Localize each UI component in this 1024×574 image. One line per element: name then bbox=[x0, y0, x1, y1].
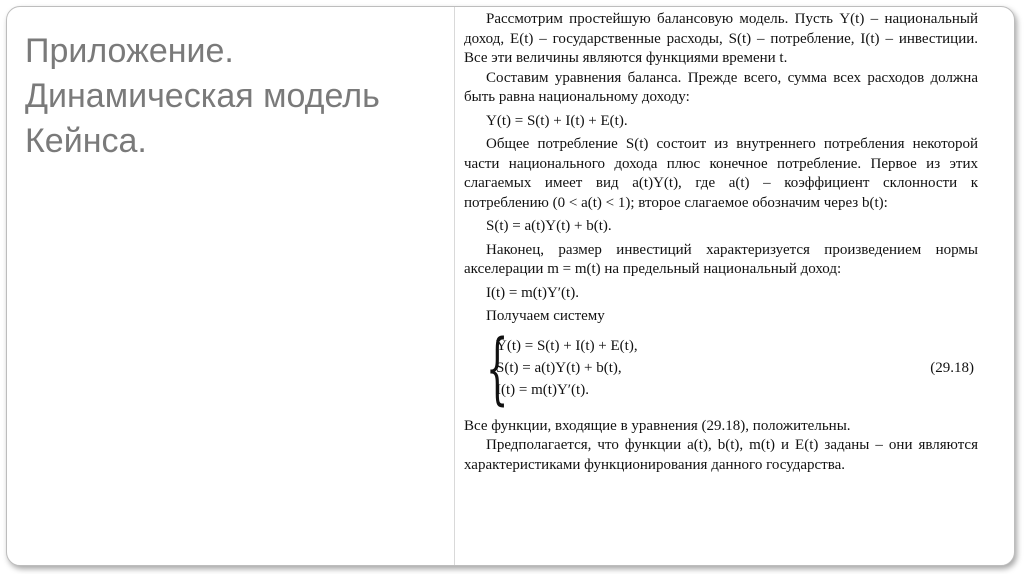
paragraph-intro: Рассмотрим простейшую балансовую модель. Пусть Y(t) – национальный доход, E(t) – государственные расходы, S(t) – потребление, I(t) – инвестиции. Все эти величины являются функциями времени t. bbox=[464, 11, 978, 66]
paragraph-positive: Все функции, входящие в уравнения (29.18), положительны. bbox=[464, 417, 851, 434]
paragraph-investment: Наконец, размер инвестиций характеризуется произведением нормы акселерации m = m(t) на предельный национальный доход: bbox=[464, 241, 978, 277]
paragraph-balance: Составим уравнения баланса. Прежде всего, сумма всех расходов должна быть равна национальному доходу: bbox=[464, 69, 978, 105]
system-line-2: S(t) = a(t)Y(t) + b(t), bbox=[496, 359, 622, 376]
equation-consumption: S(t) = a(t)Y(t) + b(t). bbox=[486, 218, 612, 234]
slide-title bbox=[25, 29, 445, 164]
document-page bbox=[464, 10, 978, 475]
slide-title-line-2: Динамическая модель bbox=[25, 77, 380, 115]
paragraph-assumption: Предполагается, что функции a(t), b(t), m(t) и E(t) заданы – они являются характеристиками функционирования данного государства. bbox=[464, 437, 978, 473]
equation-income: Y(t) = S(t) + I(t) + E(t). bbox=[486, 112, 628, 129]
equation-number: (29.18) bbox=[930, 359, 974, 376]
slide-title-line-1: Приложение. bbox=[25, 32, 234, 70]
equation-system bbox=[486, 323, 978, 414]
system-brace: { bbox=[486, 323, 509, 414]
paragraph-consumption: Общее потребление S(t) состоит из внутреннего потребления некоторой части национального дохода плюс конечное потребление. Первое из этих слагаемых имеет вид a(t)Y(t), где a(t) – коэффициент склонности к потреблению (0 < a(t) < 1); второе слагаемое обозначим через b(t): bbox=[464, 136, 978, 211]
system-line-1: Y(t) = S(t) + I(t) + E(t), bbox=[496, 337, 638, 354]
slide bbox=[6, 6, 1015, 566]
paragraph-system-intro: Получаем систему bbox=[486, 308, 605, 324]
system-line-3: I(t) = m(t)Y′(t). bbox=[496, 381, 589, 398]
slide-divider bbox=[454, 7, 455, 565]
equation-investment: I(t) = m(t)Y′(t). bbox=[486, 284, 579, 301]
slide-title-line-3: Кейнса. bbox=[25, 122, 147, 160]
